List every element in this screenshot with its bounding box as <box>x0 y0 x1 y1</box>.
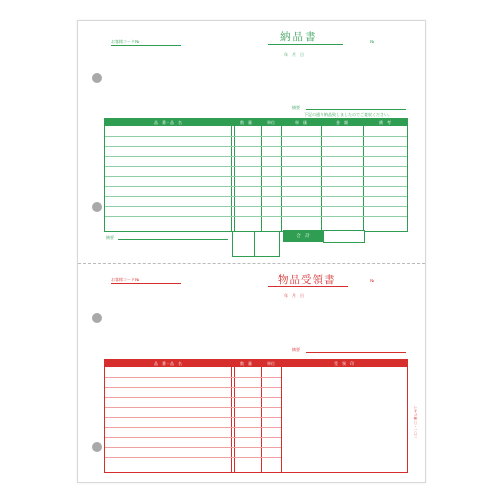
customer-code-label: お客様コード№ <box>111 39 140 44</box>
col-header-qty: 数 量 <box>240 119 252 125</box>
punch-hole <box>92 442 102 452</box>
table-row <box>105 397 281 398</box>
col-header-stamp: 受 領 印 <box>334 360 354 366</box>
punch-hole <box>92 313 102 323</box>
table-row <box>105 166 407 167</box>
table-column-line <box>281 360 282 472</box>
delivery-message: 下記の通り納品致しましたのでご査収ください。 <box>304 112 392 117</box>
note-label: 摘要 <box>292 105 300 110</box>
col-header-qty-2: 数 量 <box>240 360 252 366</box>
col-header-item-2: 品 番・品 名 <box>154 360 182 366</box>
table-row <box>105 136 407 137</box>
note-line <box>306 109 406 110</box>
table-row <box>105 206 407 207</box>
table-row <box>105 176 407 177</box>
table-row <box>105 427 281 428</box>
stamp-box <box>232 231 256 257</box>
col-header-item: 品 番・品 名 <box>154 119 182 125</box>
remarks-line <box>118 239 228 240</box>
number-label-2: № <box>370 278 375 283</box>
stamp-box <box>254 231 280 257</box>
customer-code-line-2 <box>111 283 181 284</box>
number-label: № <box>370 39 375 44</box>
receipt-title: 物品受領書 <box>278 274 336 286</box>
table-row <box>105 146 407 147</box>
table-row <box>105 417 281 418</box>
table-row <box>105 377 281 378</box>
date-label: 年 月 日 <box>284 52 304 57</box>
table-row <box>105 447 281 448</box>
col-header-unit-2: 単位 <box>267 360 275 366</box>
perforation-line <box>78 263 425 264</box>
punch-hole <box>92 202 102 212</box>
receipt-table <box>104 359 408 473</box>
note-label-2: 摘要 <box>292 347 300 352</box>
date-label-2: 年 月 日 <box>284 293 304 298</box>
delivery-note-title: 納品書 <box>280 31 318 43</box>
col-header-unit: 単位 <box>267 119 275 125</box>
total-label-cell: 合 計 <box>283 230 323 242</box>
title-underline <box>268 44 343 45</box>
table-row <box>105 437 281 438</box>
table-row <box>105 457 281 458</box>
table-row <box>105 407 281 408</box>
table-row <box>105 196 407 197</box>
table-row <box>105 216 407 217</box>
table-row <box>105 156 407 157</box>
col-header-remarks: 備 考 <box>379 119 391 125</box>
table-row <box>105 186 407 187</box>
delivery-table <box>104 118 408 232</box>
customer-code-label-2: お客様コード№ <box>111 277 140 282</box>
col-header-amount: 金 額 <box>336 119 348 125</box>
receipt-table-header <box>105 360 407 367</box>
note-line-2 <box>306 352 406 353</box>
table-row <box>105 387 281 388</box>
publisher-code: ヒサゴ㈱ 〇・一〇二 <box>414 406 418 439</box>
customer-code-line <box>111 45 181 46</box>
total-amount-box <box>323 230 365 243</box>
form-sheet <box>77 20 426 483</box>
delivery-table-header <box>105 119 407 126</box>
receipt-title-underline <box>268 286 348 287</box>
punch-hole <box>92 73 102 83</box>
remarks-label: 摘要 <box>106 235 114 240</box>
col-header-price: 単 価 <box>295 119 307 125</box>
